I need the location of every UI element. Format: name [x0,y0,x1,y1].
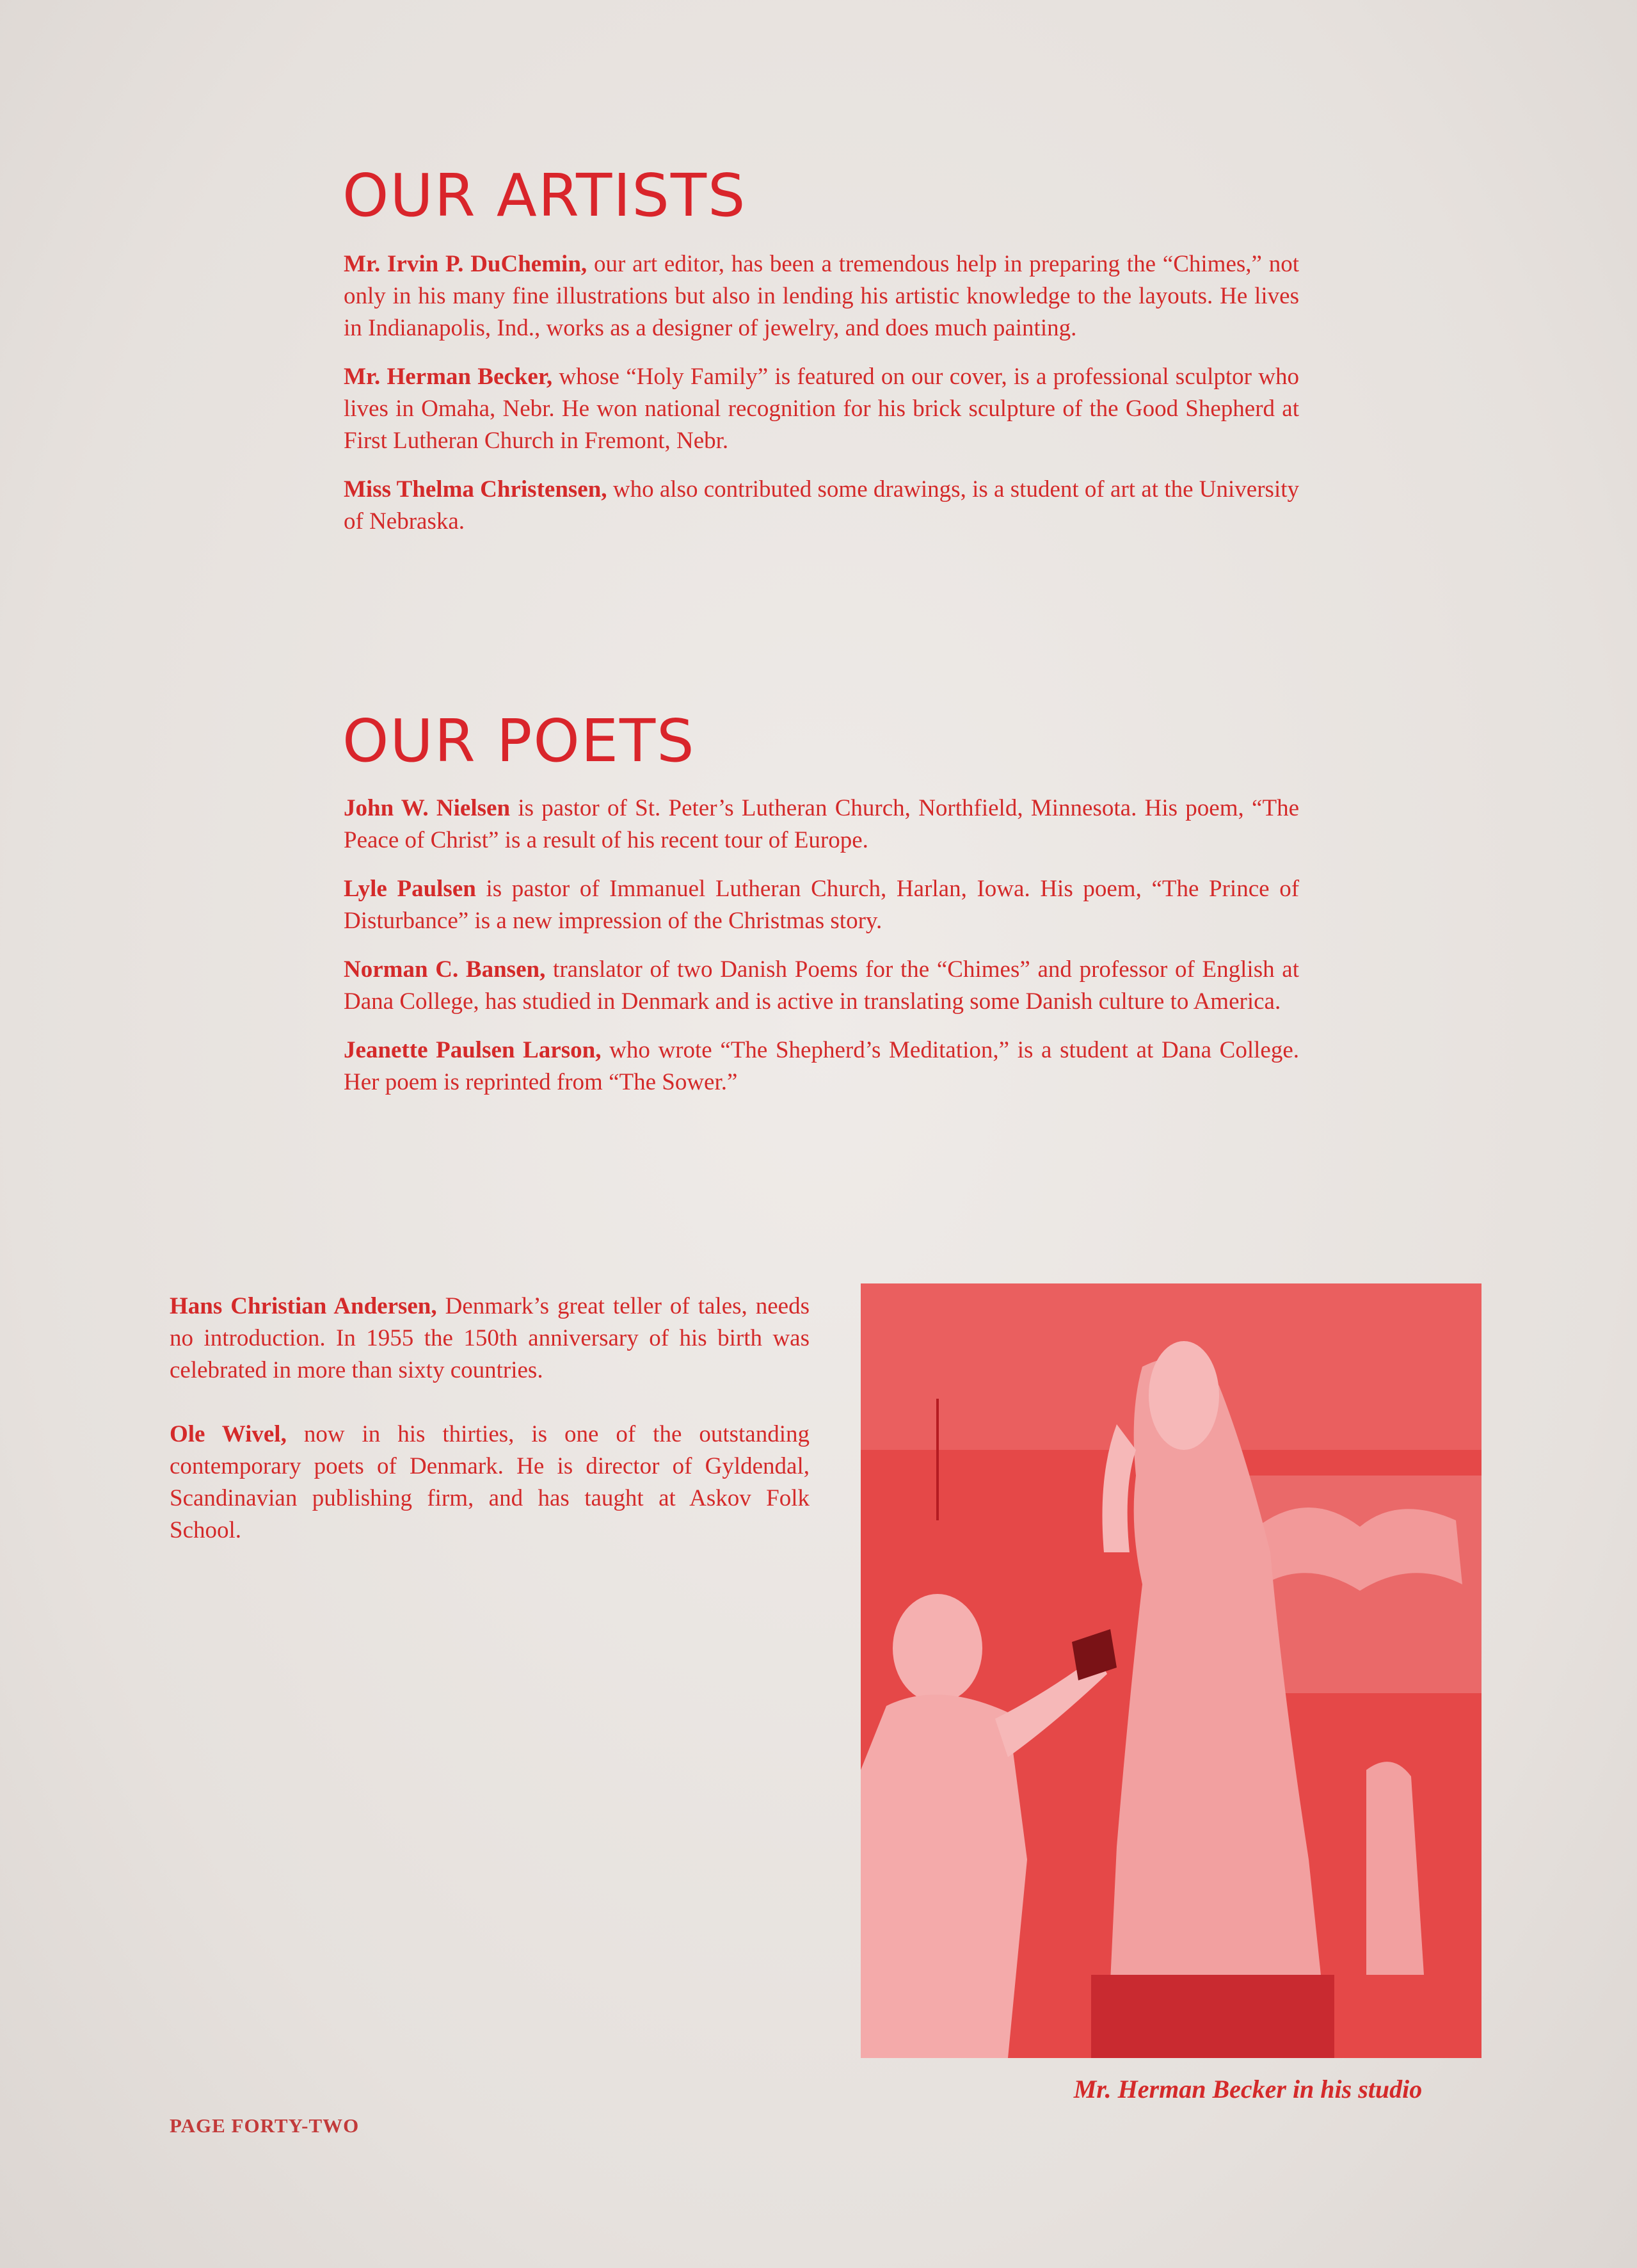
author-entry [170,1419,810,1547]
author-entries [170,1291,810,1579]
artist-entry [344,361,1299,457]
artist-bio: whose “Holy Family” is featured on our cover, is a professional sculptor who lives in Omaha, Nebr. He won national recognition for his brick sculpture of the Good Shepherd at First Lutheran Church in Fremont, Nebr. [344,364,1300,454]
artists-entries [344,248,1299,554]
poet-name: Lyle Paulsen [344,876,476,902]
artist-bio: who also contributed some drawings, is a student of art at the University of Nebraska. [344,476,1300,535]
our-artists-heading: OUR ARTISTS [342,161,747,230]
statue-head [1149,1341,1219,1450]
poet-bio: is pastor of Immanuel Lutheran Church, Harlan, Iowa. His poem, “The Prince of Disturbance” is a new impression of the Christmas story. [344,876,1300,934]
poet-entry [344,954,1299,1018]
sculptor-body [861,1694,1027,2058]
poet-entry [344,873,1299,937]
poet-name: Norman C. Bansen, [344,956,546,983]
poet-bio: who wrote “The Shepherd’s Meditation,” is a student at Dana College. Her poem is reprinted from “The Sower.” [344,1037,1300,1095]
artist-name: Mr. Herman Becker, [344,364,553,390]
author-entry [170,1291,810,1387]
studio-photo-illustration [861,1283,1481,2058]
page-number: PAGE FORTY-TWO [170,2114,360,2137]
our-poets-heading: OUR POETS [342,707,696,775]
author-name: Hans Christian Andersen, [170,1293,437,1319]
poet-entry [344,792,1299,857]
artist-entry [344,474,1299,538]
artist-name: Mr. Irvin P. DuChemin, [344,251,587,277]
poet-bio: is pastor of St. Peter’s Lutheran Church, Northfield, Minnesota. His poem, “The Peace of Christ” is a result of his recent tour of Europe. [344,795,1299,853]
artist-entry [344,248,1299,344]
statue-base [1091,1975,1334,2058]
author-bio: now in his thirties, is one of the outstanding contemporary poets of Denmark. He is director of Gyldendal, Scandinavian publishing firm, and has taught at Askov Folk School. [170,1421,810,1543]
poet-name: John W. Nielsen [344,795,511,821]
artist-name: Miss Thelma Christensen, [344,476,607,503]
author-bio: Denmark’s great teller of tales, needs no introduction. In 1955 the 150th anniversary of his birth was celebrated in more than sixty countries. [170,1293,810,1383]
studio-photo [861,1283,1481,2058]
poet-name: Jeanette Paulsen Larson, [344,1037,602,1063]
author-name: Ole Wivel, [170,1421,287,1447]
photo-caption: Mr. Herman Becker in his studio [1073,2075,1423,2103]
artist-bio: our art editor, has been a tremendous help in preparing the “Chimes,” not only in his many fine illustrations but also in lending his artistic knowledge to the layouts. He lives in Indianapolis, Ind., works as a designer of jewelry, and does much painting. [344,251,1300,341]
sculptor-head [893,1594,982,1703]
poet-entry [344,1034,1299,1098]
poets-entries [344,792,1299,1115]
poet-bio: translator of two Danish Poems for the “Chimes” and professor of English at Dana College, has studied in Denmark and is active in translating some Danish culture to America. [344,956,1299,1015]
